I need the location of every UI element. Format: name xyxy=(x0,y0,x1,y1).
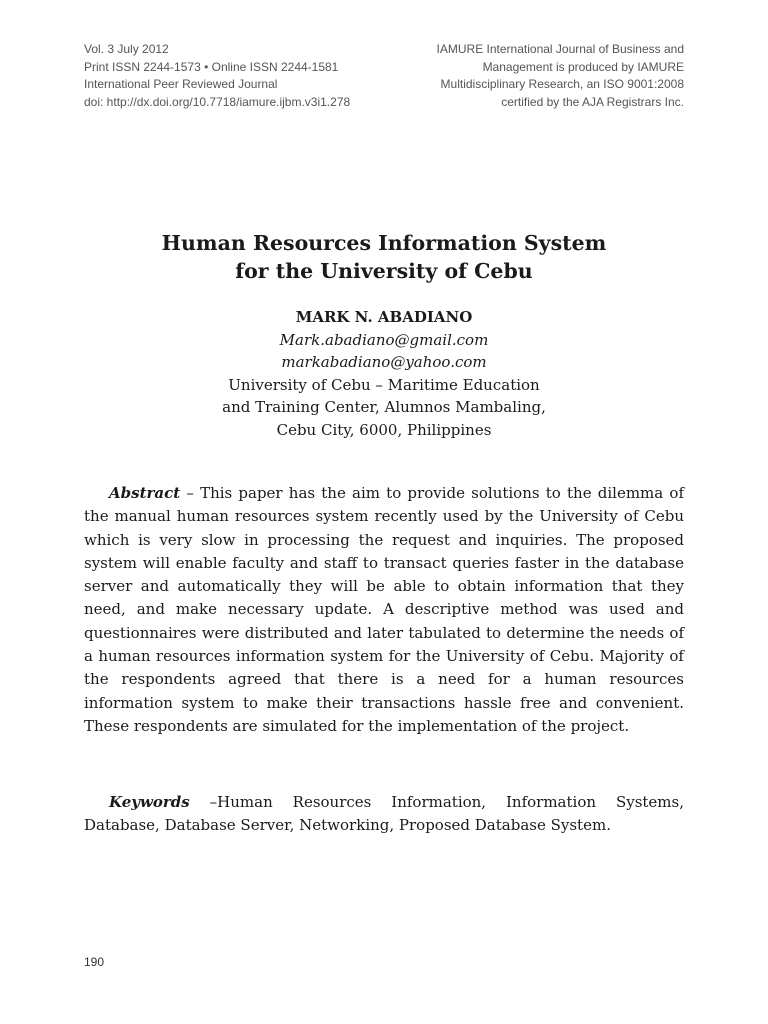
title-line-1: Human Resources Information System xyxy=(161,231,607,255)
abstract-label: Abstract xyxy=(109,484,181,502)
author-block xyxy=(0,306,768,442)
paper-title xyxy=(0,229,768,285)
journal-info-header xyxy=(84,41,350,111)
author-email-2: markabadiano@yahoo.com xyxy=(281,353,487,372)
abstract-text: – This paper has the aim to provide solutions to the dilemma of the manual human resources system recently used by the University of Cebu which is very slow in processing the request and inquiries. The proposed system will enable faculty and staff to transact queries faster in the database server and automatically they will be able to obtain information that they need, and make necessary update. A descriptive method was used and questionnaires were distributed and later tabulated to determine the needs of a human resources information system for the University of Cebu. Majority of the respondents agreed that there is a need for a human resources information system to make their transactions hassle free and convenient. These respondents are simulated for the implementation of the project. xyxy=(84,484,684,735)
doi-line: doi: http://dx.doi.org/10.7718/iamure.ijbm.v3i1.278 xyxy=(84,94,351,109)
publisher-line-4: certified by the AJA Registrars Inc. xyxy=(501,94,684,109)
keywords-paragraph xyxy=(84,791,684,838)
title-line-2: for the University of Cebu xyxy=(235,259,533,283)
author-name: MARK N. ABADIANO xyxy=(295,308,473,326)
publisher-line-2: Management is produced by IAMURE xyxy=(482,59,684,74)
page-number: 190 xyxy=(84,955,105,969)
publisher-line-3: Multidisciplinary Research, an ISO 9001:2008 xyxy=(440,77,684,92)
publisher-line-1: IAMURE International Journal of Business and xyxy=(436,42,684,56)
publisher-info-header xyxy=(437,41,684,111)
keywords-label: Keywords xyxy=(109,793,190,811)
peer-review-line: International Peer Reviewed Journal xyxy=(84,77,278,92)
abstract-paragraph xyxy=(84,482,684,738)
affiliation-line-2: and Training Center, Alumnos Mambaling, xyxy=(222,398,546,417)
keywords-text: –Human Resources Information, Information Systems, Database, Database Server, Networking, Proposed Database System. xyxy=(84,793,684,835)
affiliation-line-1: University of Cebu – Maritime Education xyxy=(228,375,540,394)
author-email-1: Mark.abadiano@gmail.com xyxy=(279,330,489,349)
issn-line: Print ISSN 2244-1573 • Online ISSN 2244-1581 xyxy=(84,59,339,74)
volume-date: Vol. 3 July 2012 xyxy=(84,42,169,56)
affiliation-line-3: Cebu City, 6000, Philippines xyxy=(276,420,492,439)
